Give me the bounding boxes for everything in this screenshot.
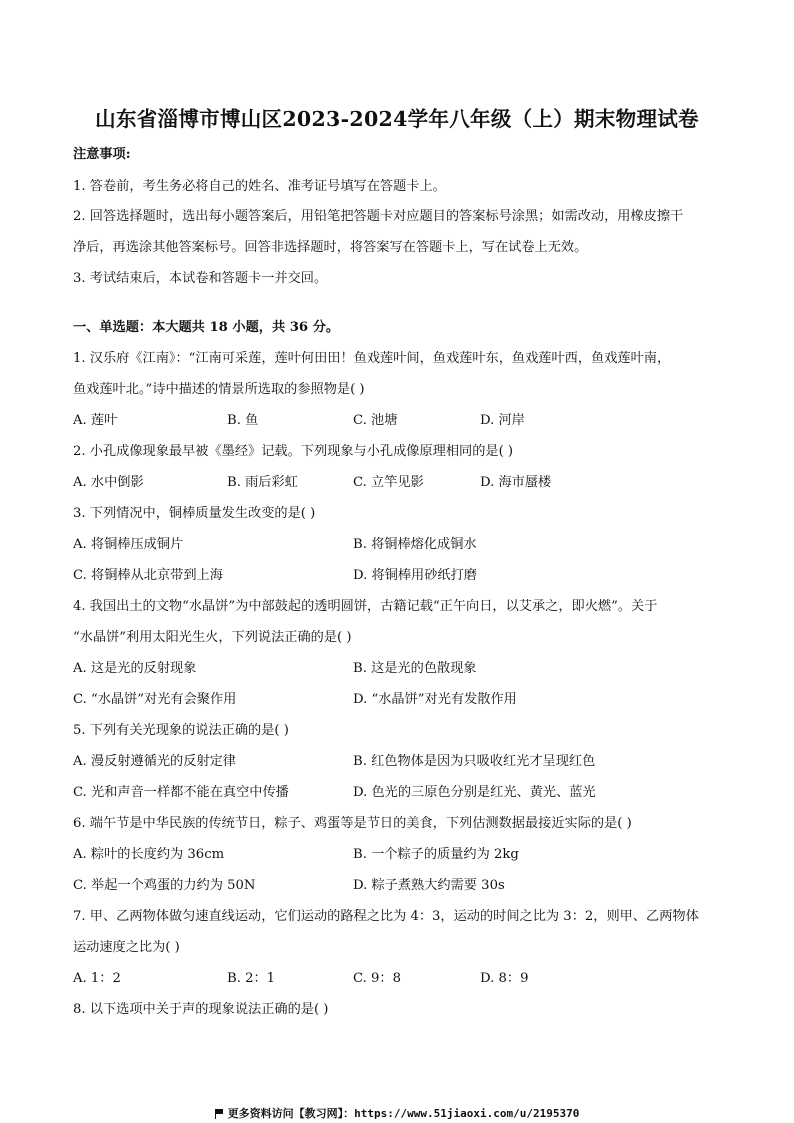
question-stem: 7. 甲、乙两物体做匀速直线运动，它们运动的路程之比为 4：3，运动的时间之比为 3：2，则甲、乙两物体	[73, 909, 699, 924]
option-d: D. “水晶饼”对光有发散作用	[353, 692, 517, 707]
option-c: C. “水晶饼”对光有会聚作用	[73, 692, 237, 707]
question-stem: 6. 端午节是中华民族的传统节日，粽子、鸡蛋等是节日的美食，下列估测数据最接近实际的是( )	[73, 816, 632, 831]
option-a: A. 1：2	[73, 971, 121, 986]
notice-line: 2. 回答选择题时，选出每小题答案后，用铅笔把答题卡对应题目的答案标号涂黑；如需改动，用橡皮擦干	[73, 209, 684, 224]
question-stem: “水晶饼”利用太阳光生火，下列说法正确的是( )	[73, 630, 352, 645]
question-stem: 4. 我国出土的文物“水晶饼”为中部鼓起的透明圆饼，古籍记载“正午向日，以艾承之，即火燃”。关于	[73, 599, 658, 614]
question-stem: 鱼戏莲叶北。”诗中描述的情景所选取的参照物是( )	[73, 382, 365, 397]
option-a: A. 这是光的反射现象	[73, 661, 197, 676]
option-c: C. 立竿见影	[353, 475, 424, 490]
section-heading: 一、单选题：本大题共 18 小题，共 36 分。	[73, 320, 340, 335]
notice-line: 3. 考试结束后，本试卷和答题卡一并交回。	[73, 271, 328, 286]
option-b: B. 鱼	[227, 413, 259, 428]
page-title: 山东省淄博市博山区2023-2024学年八年级（上）期末物理试卷	[95, 107, 699, 131]
option-b: B. 雨后彩虹	[227, 475, 298, 490]
notice-line: 净后，再选涂其他答案标号。回答非选择题时，将答案写在答题卡上，写在试卷上无效。	[73, 240, 588, 255]
option-d: D. 将铜棒用砂纸打磨	[353, 568, 477, 583]
option-b: B. 这是光的色散现象	[353, 661, 477, 676]
option-d: D. 河岸	[480, 413, 525, 428]
footer-text: 更多资料访问【教习网】：https://www.51jiaoxi.com/u/2195370	[227, 1107, 580, 1120]
option-c: C. 光和声音一样都不能在真空中传播	[73, 785, 289, 800]
option-d: D. 海市蜃楼	[480, 475, 552, 490]
option-a: A. 水中倒影	[73, 475, 144, 490]
question-stem: 3. 下列情况中，铜棒质量发生改变的是( )	[73, 506, 316, 521]
option-b: B. 一个粽子的质量约为 2kg	[353, 847, 519, 862]
option-d: D. 8：9	[480, 971, 529, 986]
notice-line: 1. 答卷前，考生务必将自己的姓名、准考证号填写在答题卡上。	[73, 179, 446, 194]
option-c: C. 将铜棒从北京带到上海	[73, 568, 223, 583]
question-stem: 8. 以下选项中关于声的现象说法正确的是( )	[73, 1002, 329, 1017]
question-stem: 2. 小孔成像现象最早被《墨经》记载。下列现象与小孔成像原理相同的是( )	[73, 444, 514, 459]
option-a: A. 粽叶的长度约为 36cm	[73, 847, 225, 862]
option-c: C. 举起一个鸡蛋的力约为 50N	[73, 878, 256, 893]
question-stem: 5. 下列有关光现象的说法正确的是( )	[73, 723, 289, 738]
footer-link[interactable]	[0, 1105, 794, 1121]
option-a: A. 将铜棒压成铜片	[73, 537, 184, 552]
option-a: A. 漫反射遵循光的反射定律	[73, 754, 236, 769]
option-a: A. 莲叶	[73, 413, 118, 428]
option-d: D. 粽子煮熟大约需要 30s	[353, 878, 505, 893]
option-d: D. 色光的三原色分别是红光、黄光、蓝光	[353, 785, 596, 800]
question-stem: 1. 汉乐府《江南》：“江南可采莲，莲叶何田田！鱼戏莲叶间，鱼戏莲叶东，鱼戏莲叶西，鱼戏莲叶南，	[73, 351, 671, 366]
option-c: C. 9：8	[353, 971, 401, 986]
option-c: C. 池塘	[353, 413, 398, 428]
option-b: B. 将铜棒熔化成铜水	[353, 537, 477, 552]
flag-icon	[215, 1109, 224, 1118]
question-stem: 运动速度之比为( )	[73, 940, 180, 955]
option-b: B. 红色物体是因为只吸收红光才呈现红色	[353, 754, 596, 769]
option-b: B. 2：1	[227, 971, 276, 986]
notice-heading: 注意事项:	[73, 147, 131, 162]
